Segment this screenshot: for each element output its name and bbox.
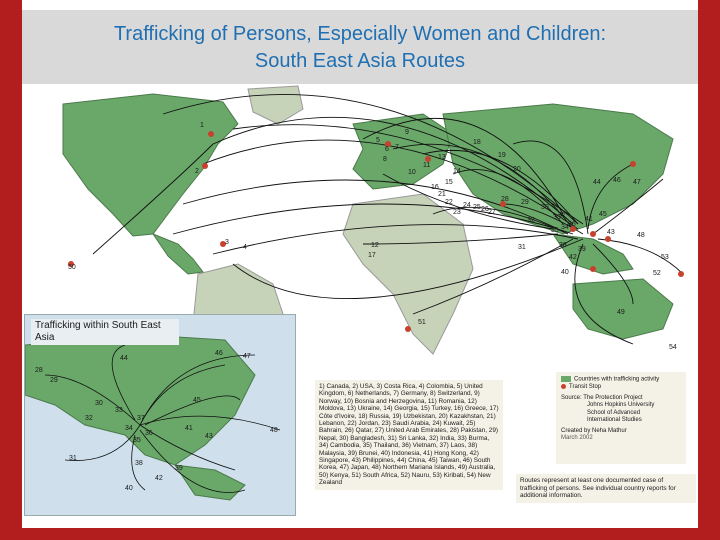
map-label: 51 (418, 319, 426, 326)
map-label: 46 (613, 177, 621, 184)
map-label: 42 (569, 254, 577, 261)
map-label: 29 (521, 199, 529, 206)
map-label: 3 (225, 239, 229, 246)
key-source-line: Johns Hopkins University (587, 402, 655, 409)
map-label: 50 (68, 264, 76, 271)
inset-label: 45 (193, 397, 201, 404)
inset-label: 44 (120, 355, 128, 362)
map-label: 25 (473, 204, 481, 211)
map-label: 24 (463, 202, 471, 209)
inset-title-line-1: Trafficking within South East (35, 320, 161, 331)
inset-title (31, 319, 179, 345)
map-label: 1 (200, 122, 204, 129)
map-label: 40 (561, 269, 569, 276)
map-label: 6 (385, 146, 389, 153)
key-created-by: Created by Neha Mathur (561, 427, 627, 434)
map-label: 2 (195, 168, 199, 175)
map-label: 21 (438, 191, 446, 198)
inset-label: 29 (50, 377, 58, 384)
map-label: 53 (661, 254, 669, 261)
inset-label: 39 (175, 465, 183, 472)
legend-swatch-trafficking (561, 376, 571, 382)
inset-label: 32 (85, 415, 93, 422)
inset-label: 35 (133, 437, 141, 444)
map-label: 9 (405, 129, 409, 136)
map-label: 31 (518, 244, 526, 251)
key-source-line: The Protection Project (583, 394, 643, 401)
map-label: 30 (541, 204, 549, 211)
map-key (556, 372, 686, 464)
transit-stop (678, 271, 684, 277)
key-source-line: International Studies (587, 417, 642, 424)
map-label: 52 (653, 270, 661, 277)
map-label: 15 (445, 179, 453, 186)
routes-note: Routes represent at least one documented case of trafficking of persons. See individual country reports for additional information. (516, 474, 696, 503)
map-label: 28 (501, 196, 509, 203)
map-label: 36 (568, 221, 576, 228)
inset-canvas (25, 315, 295, 515)
map-label: 17 (368, 252, 376, 259)
key-date: March 2002 (561, 435, 593, 442)
inset-label: 46 (215, 350, 223, 357)
inset-label: 48 (270, 427, 278, 434)
slide-title (22, 10, 698, 84)
inset-label: 40 (125, 485, 133, 492)
inset-label: 38 (135, 460, 143, 467)
map-label: 38 (559, 242, 567, 249)
inset-label: 28 (35, 367, 43, 374)
key-source-label: Source: (561, 394, 582, 401)
inset-label: 42 (155, 475, 163, 482)
inset-label: 31 (69, 455, 77, 462)
map-label: 43 (607, 229, 615, 236)
map-label: 5 (376, 137, 380, 144)
key-countries-row (561, 376, 681, 384)
transit-stop (590, 266, 596, 272)
map-label: 32 (527, 217, 535, 224)
map-label: 8 (383, 156, 387, 163)
map-label: 4 (243, 244, 247, 251)
key-transit-row (561, 384, 681, 392)
north-america (63, 94, 238, 236)
map-label: 45 (599, 211, 607, 218)
map-label: 7 (395, 144, 399, 151)
greenland (248, 86, 303, 124)
map-label: 39 (578, 246, 586, 253)
map-label: 49 (617, 309, 625, 316)
inset-title-line-2: Asia (35, 332, 55, 343)
inset-label: 43 (205, 433, 213, 440)
map-label: 54 (669, 344, 677, 351)
map-label: 18 (473, 139, 481, 146)
key-transit-label: Transit Stop (569, 384, 602, 391)
map-label: 19 (498, 152, 506, 159)
inset-label: 33 (115, 407, 123, 414)
map-label: 13 (438, 154, 446, 161)
title-line-2: South East Asia Routes (254, 50, 466, 72)
country-legend: 1) Canada, 2) USA, 3) Costa Rica, 4) Colombia, 5) United Kingdom, 6) Netherlands, 7) Germany, 8) Switzerland, 9) Norway, 10) Bosnia and Herzegovina, 11) Romania, 12) Moldova, 13) Ukraine, 14) Georgia, 15) Turkey, 16) Greece, 17) Côte d'Ivoire, 18) Russia, 19) Uzbekistan, 20) Kazakhstan, 21) Lebanon, 22) Jordan, 23) Saudi Arabia, 24) Kuwait, 25) Bahrain, 26) Qatar, 27) United Arab Emirates, 28) Pakistan, 29) Nepal, 30) Bangladesh, 31) Sri Lanka, 32) India, 33) Burma, 34) Cambodia, 35) Thailand, 36) Vietnam, 37) Laos, 38) Malaysia, 39) Brunei, 40) Indonesia, 41) Hong Kong, 42) Singapore, 43) Philippines, 44) China, 45) Taiwan, 46) South Korea, 47) Japan, 48) Northern Mariana Islands, 49) Australia, 50) Kenya, 51) South Africa, 52) Nauru, 53) Kiribati, 54) New Zealand (315, 380, 503, 490)
map-label: 37 (558, 212, 566, 219)
key-source-line: School of Advanced (587, 409, 641, 416)
inset-label: 34 (125, 425, 133, 432)
map-label: 48 (637, 232, 645, 239)
inset-map-southeast-asia (24, 314, 296, 516)
transit-stop (630, 161, 636, 167)
title-line-1: Trafficking of Persons, Especially Women and Children: (113, 23, 607, 45)
inset-label: 47 (243, 353, 251, 360)
map-label: 35 (551, 227, 559, 234)
transit-stop (405, 326, 411, 332)
transit-stop (590, 231, 596, 237)
inset-label: 36 (145, 430, 153, 437)
map-label: 23 (453, 209, 461, 216)
map-label: 27 (488, 209, 496, 216)
map-label: 41 (585, 216, 593, 223)
inset-label: 41 (185, 425, 193, 432)
inset-label: 37 (137, 415, 145, 422)
map-label: 11 (423, 162, 431, 169)
map-label: 26 (481, 206, 489, 213)
central-america (153, 234, 203, 274)
map-label: 12 (371, 242, 379, 249)
map-label: 33 (553, 214, 561, 221)
map-label: 16 (431, 184, 439, 191)
transit-stop-icon (561, 384, 566, 389)
map-label: 44 (593, 179, 601, 186)
key-countries-label: Countries with trafficking activity (574, 376, 660, 383)
transit-stop (605, 236, 611, 242)
transit-stop (208, 131, 214, 137)
transit-stop (202, 163, 208, 169)
map-label: 22 (445, 199, 453, 206)
map-label: 20 (513, 166, 521, 173)
map-label: 34 (561, 224, 569, 231)
map-label: 10 (408, 169, 416, 176)
key-source (561, 395, 681, 425)
map-label: 47 (633, 179, 641, 186)
map-label: 14 (453, 168, 461, 175)
inset-label: 30 (95, 400, 103, 407)
